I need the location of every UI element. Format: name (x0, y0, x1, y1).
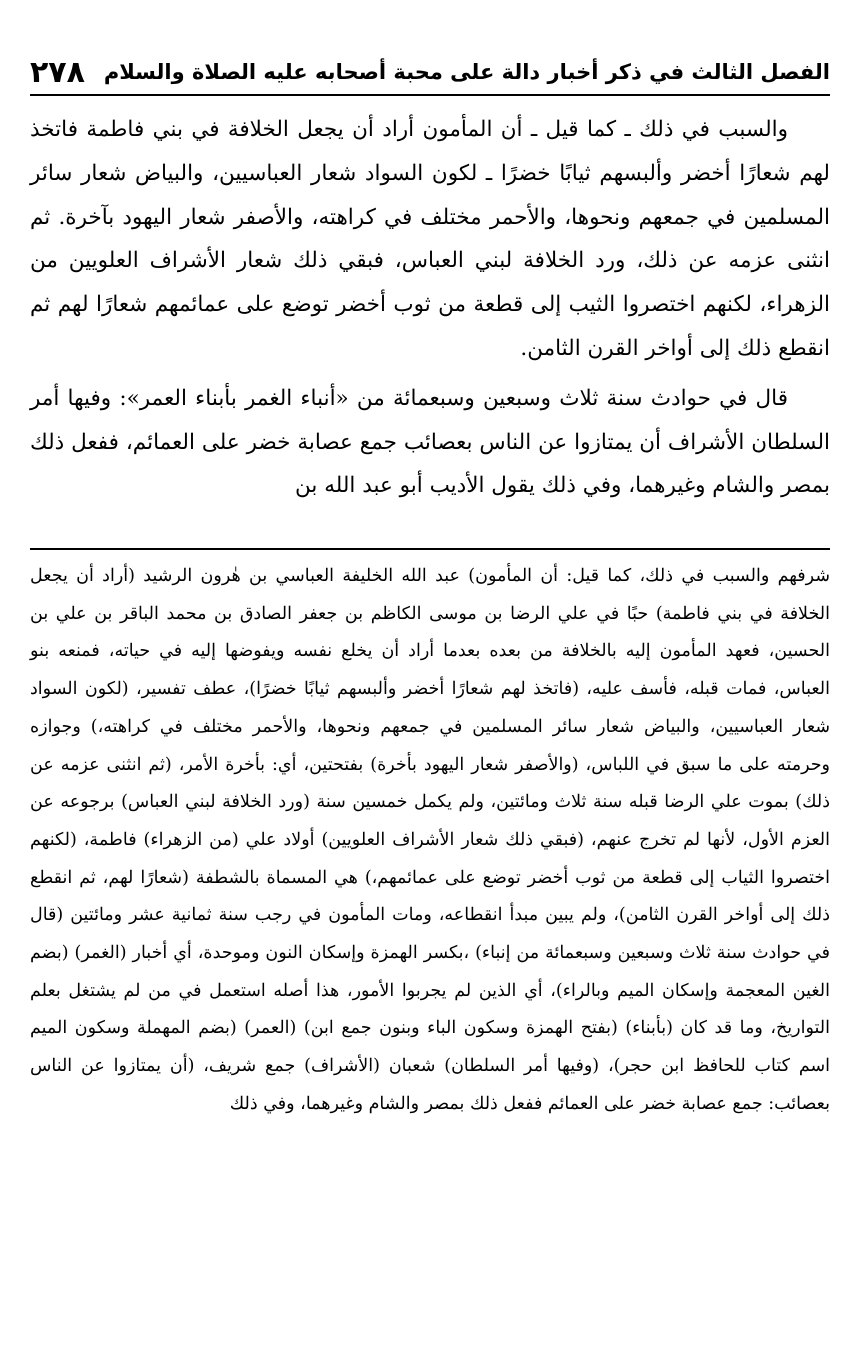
page-header (30, 50, 830, 96)
commentary-paragraph: شرفهم والسبب في ذلك، كما قيل: أن المأمون) عبد الله الخليفة العباسي بن هٰرون الرشيد (أراد أن يجعل الخلافة في بني فاطمة) حبًا في علي الرضا بن موسى الكاظم بن جعفر الصادق بن محمد الباقر بن علي بن الحسين، فعهد المأمون إليه بالخلافة من بعده بعدما أراد أن يخلع نفسه ويفوضها إليه في حياته، فمنعه بنو العباس، فمات قبله، فأسف عليه، (فاتخذ لهم شعارًا أخضر وألبسهم ثيابًا خضرًا)، عطف تفسير، (لكون السواد شعار العباسيين، والبياض شعار سائر المسلمين في جمعهم ونحوها، والأحمر مختلف في كراهته،) وجوازه وحرمته على ما سبق في اللباس، (والأصفر شعار اليهود بأخرة) بفتحتين، أي: بأخرة الأمر، (ثم انثنى عزمه عن ذلك) بموت علي الرضا قبله سنة ثلاث ومائتين، ولم يكمل خمسين سنة (ورد الخلافة لبني العباس) برجوعه عن العزم الأول، لأنها لم تخرج عنهم، (فبقي ذلك شعار الأشراف العلويين) أولاد علي (من الزهراء) فاطمة، (لكنهم اختصروا الثياب إلى قطعة من ثوب أخضر توضع على عمائمهم،) هي المسماة بالشطفة (شعارًا لهم، ثم انقطع ذلك إلى أواخر القرن الثامن)، ولم يبين مبدأ انقطاعه، ومات المأمون في رجب سنة ثمانية عشر ومائتين (قال في حوادث سنة ثلاث وسبعين وسبعمائة من إنباء) ،بكسر الهمزة وإسكان النون وموحدة، أي أخبار (الغمر) (بضم الغين المعجمة وإسكان الميم وبالراء)، أي الذين لم يجربوا الأمور، هذا أصله استعمل في من لم يشتغل بعلم التواريخ، وما قد كان (بأبناء) (بفتح الهمزة وسكون الباء وبنون جمع ابن) (العمر) (بضم المهملة وسكون الميم اسم كتاب للحافظ ابن حجر)، (وفيها أمر السلطان) شعبان (الأشراف) جمع شريف، (أن يمتازوا عن الناس بعصائب: جمع عصابة خضر على العمائم ففعل ذلك بمصر والشام وغيرهما، وفي ذلك (30, 566, 830, 1114)
main-text (30, 108, 830, 508)
footnote-separator (30, 548, 830, 550)
page-number: ٢٧٨ (30, 54, 85, 90)
commentary-text (30, 558, 830, 1124)
running-title: الفصل الثالث في ذكر أخبار دالة على محبة أصحابه عليه الصلاة والسلام (103, 60, 830, 84)
main-paragraph: والسبب في ذلك ـ كما قيل ـ أن المأمون أراد أن يجعل الخلافة في بني فاطمة فاتخذ لهم شعارًا أخضر وألبسهم ثيابًا خضرًا ـ لكون السواد شعار العباسيين، والبياض شعار سائر المسلمين في جمعهم ونحوها، والأحمر مختلف في كراهته، والأصفر شعار اليهود بآخرة. ثم انثنى عزمه عن ذلك، ورد الخلافة لبني العباس، فبقي ذلك شعار الأشراف العلويين من الزهراء، لكنهم اختصروا الثيب إلى قطعة من ثوب أخضر توضع على عمائمهم شعارًا لهم ثم انقطع ذلك إلى أواخر القرن الثامن. (30, 117, 830, 361)
main-paragraph: قال في حوادث سنة ثلاث وسبعين وسبعمائة من «أنباء الغمر بأبناء العمر»: وفيها أمر السلطان الأشراف أن يمتازوا عن الناس بعصائب جمع عصابة خضر على العمائم، ففعل ذلك بمصر والشام وغيرهما، وفي ذلك يقول الأديب أبو عبد الله بن (30, 385, 830, 499)
